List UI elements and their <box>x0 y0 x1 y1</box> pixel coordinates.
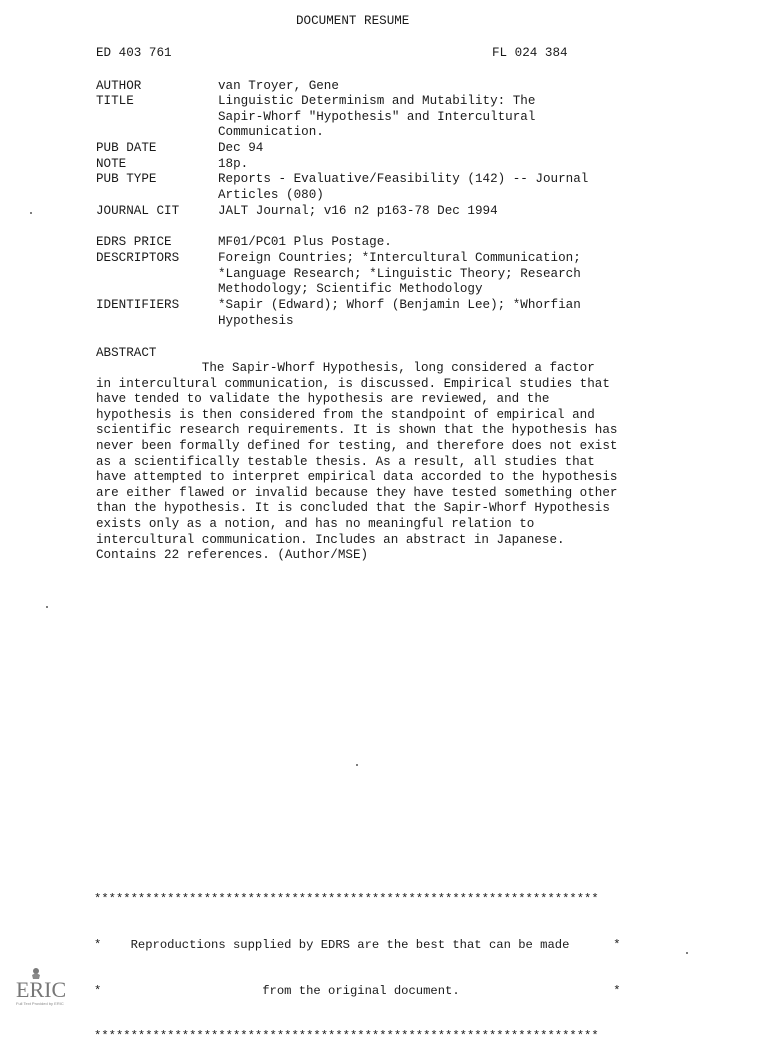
field-value-title: Linguistic Determinism and Mutability: The Sapir-Whorf "Hypothesis" and Intercultural Communication. <box>218 94 536 140</box>
field-value-identifiers: *Sapir (Edward); Whorf (Benjamin Lee); *Whorfian Hypothesis <box>218 298 581 328</box>
field-label-note: NOTE <box>96 157 127 171</box>
scan-speck <box>46 606 48 608</box>
field-label-identifiers: IDENTIFIERS <box>96 298 180 312</box>
abstract-label: ABSTRACT <box>96 346 157 360</box>
notice-stars-bottom: ********************************************************************* <box>94 1029 599 1044</box>
scan-speck <box>686 952 688 954</box>
eric-logo-caption: Full Text Provided by ERIC <box>16 1001 64 1006</box>
field-value-descriptors: Foreign Countries; *Intercultural Communication; *Language Research; *Linguistic Theory; Research Methodology; Scientific Methodology <box>218 251 581 297</box>
field-label-edrs-price: EDRS PRICE <box>96 235 172 249</box>
field-label-author: AUTHOR <box>96 79 142 93</box>
field-value-note: 18p. <box>218 157 249 171</box>
field-value-edrs-price: MF01/PC01 Plus Postage. <box>218 235 392 249</box>
document-heading: DOCUMENT RESUME <box>296 14 410 28</box>
field-label-title: TITLE <box>96 94 134 108</box>
eric-logo-text: ERIC <box>16 977 67 1002</box>
field-value-pub-type: Reports - Evaluative/Feasibility (142) -- Journal Articles (080) <box>218 172 589 202</box>
ed-number: ED 403 761 <box>96 46 172 60</box>
field-value-author: van Troyer, Gene <box>218 79 339 93</box>
field-label-descriptors: DESCRIPTORS <box>96 251 180 265</box>
notice-line-2: * from the original document. * <box>94 983 621 998</box>
scan-speck <box>356 764 358 766</box>
eric-logo-icon <box>12 965 68 1009</box>
field-value-journal-cit: JALT Journal; v16 n2 p163-78 Dec 1994 <box>218 204 498 218</box>
notice-line-1: * Reproductions supplied by EDRS are the best that can be made * <box>94 938 621 953</box>
fl-number: FL 024 384 <box>492 46 568 60</box>
abstract-text: The Sapir-Whorf Hypothesis, long considered a factor in intercultural communication, is discussed. Empirical studies that have tended to validate the hypothesis are reviewed, and the hypothesis is then considered from the standpoint of empirical and scientific research requirements. It is shown that the hypothesis has never been formally defined for testing, and therefore does not exist as a scientifically testable thesis. As a result, all studies that have attempted to interpret empirical data accorded to the hypothesis are either flawed or invalid because they have tested something other than the hypothesis. It is concluded that the Sapir-Whorf Hypothesis exists only as a notion, and has no meaningful relation to intercultural communication. Includes an abstract in Japanese. Contains 22 references. (Author/MSE) <box>96 361 618 563</box>
field-label-pub-type: PUB TYPE <box>96 172 157 186</box>
notice-stars-top: ********************************************************************* <box>94 892 599 907</box>
scan-speck <box>30 212 32 214</box>
field-label-pub-date: PUB DATE <box>96 141 157 155</box>
field-value-pub-date: Dec 94 <box>218 141 264 155</box>
field-label-journal-cit: JOURNAL CIT <box>96 204 180 218</box>
reproduction-notice <box>94 862 621 1060</box>
eric-logo <box>12 965 68 1009</box>
